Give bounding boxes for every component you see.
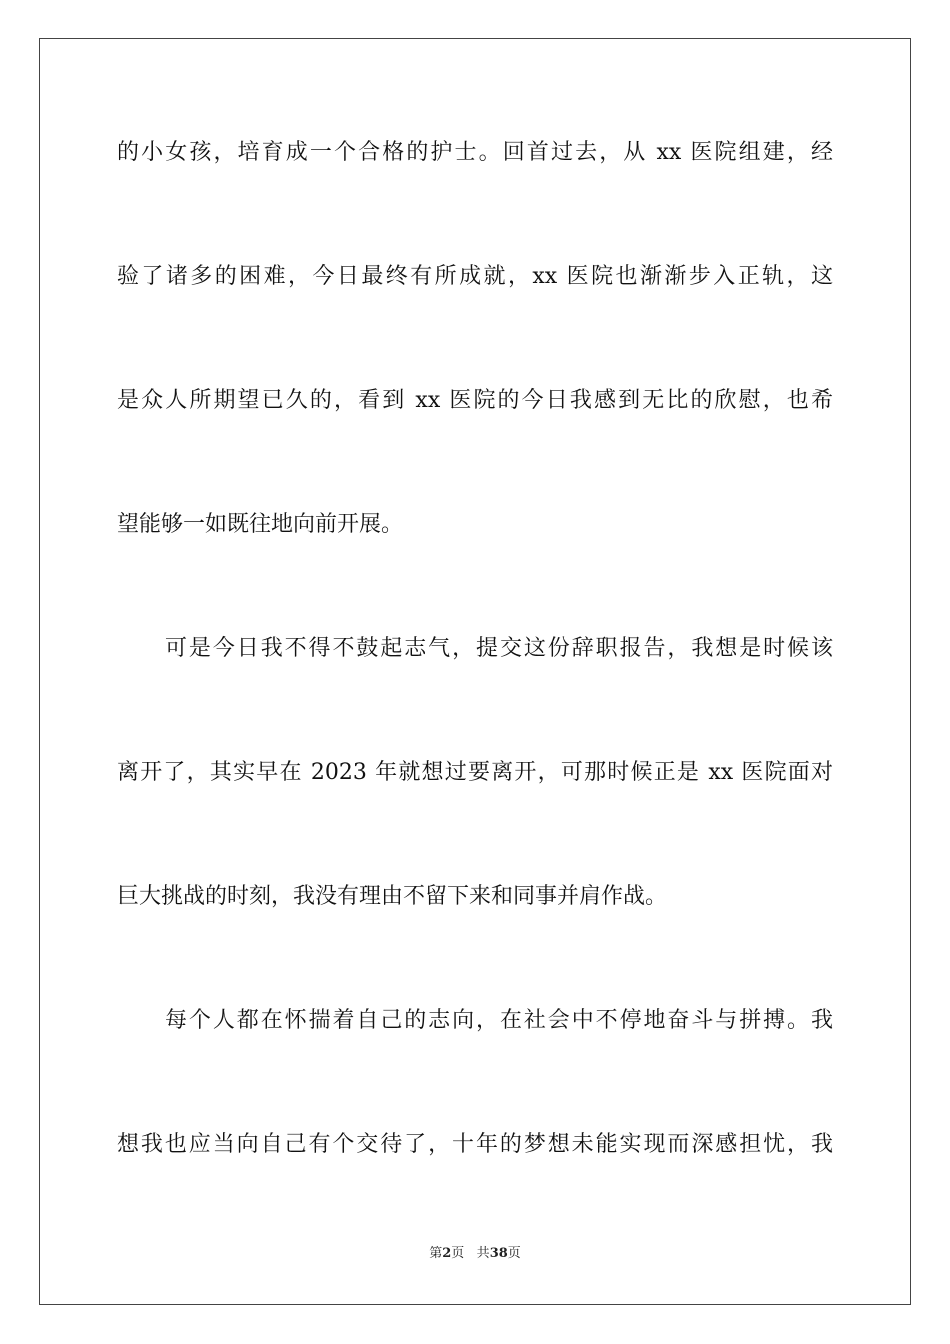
total-prefix: 共: [476, 1246, 490, 1261]
page-border: [39, 38, 911, 1305]
body-text-line-7: 巨大挑战的时刻，我没有理由不留下来和同事并肩作战。: [117, 884, 668, 909]
body-text-line-5: 可是今日我不得不鼓起志气，提交这份辞职报告，我想是时候该: [165, 636, 833, 661]
body-text-line-6: 离开了，其实早在 2023 年就想过要离开，可那时候正是 xx 医院面对: [117, 760, 833, 785]
body-text-line-9: 想我也应当向自己有个交待了，十年的梦想未能实现而深感担忧，我: [117, 1132, 833, 1157]
body-text-line-1: 的小女孩，培育成一个合格的护士。回首过去，从 xx 医院组建，经: [117, 140, 833, 165]
total-page-count: 38: [489, 1246, 508, 1261]
body-text-line-8: 每个人都在怀揣着自己的志向，在社会中不停地奋斗与拼搏。我: [165, 1008, 833, 1033]
page-suffix: 页: [451, 1246, 465, 1261]
body-text-line-2: 验了诸多的困难，今日最终有所成就，xx 医院也渐渐步入正轨，这: [117, 264, 833, 289]
body-text-line-4: 望能够一如既往地向前开展。: [117, 512, 404, 537]
total-suffix: 页: [507, 1246, 521, 1261]
page-footer: [0, 1245, 950, 1263]
body-text-line-3: 是众人所期望已久的，看到 xx 医院的今日我感到无比的欣慰，也希: [117, 388, 833, 413]
current-page-number: 2: [442, 1246, 452, 1261]
page-prefix: 第: [429, 1246, 443, 1261]
